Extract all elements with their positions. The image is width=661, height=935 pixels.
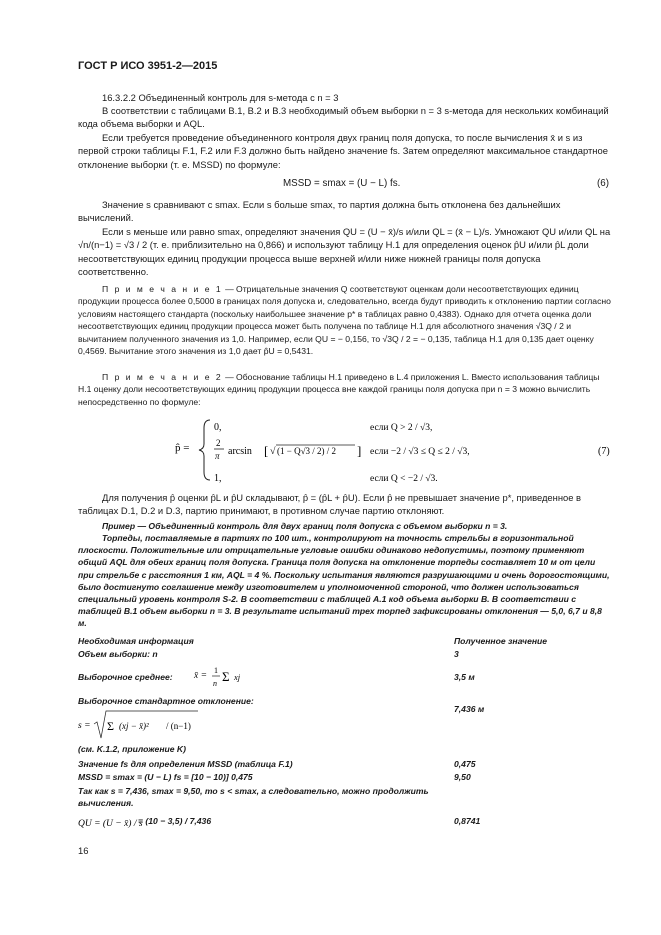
svg-text:xj: xj bbox=[234, 672, 241, 682]
paragraph-2: Если требуется проведение объединенного контроля двух границ поля допуска, то после вычисления x̄ и s из первой строки таблицы F.1, F.2 или F.3 должно быть найдено значение fs. Затем определяют максимальное стандартное отклонение выборки (т. е. MSSD) по формуле: bbox=[78, 132, 608, 170]
case-2-condition: если −2 / √3 ≤ Q ≤ 2 / √3, bbox=[370, 447, 470, 457]
piecewise-formula bbox=[170, 414, 620, 484]
piecewise-lhs: p̂ = bbox=[175, 442, 190, 454]
row-stddev-value: 7,436 м bbox=[454, 704, 485, 714]
case-2-inner: (1 − Q√3 / 2) / 2 bbox=[277, 446, 337, 456]
example-title: Пример — Объединенный контроль для двух границ поля допуска с объемом выборки n = 3. bbox=[102, 521, 508, 531]
note-1 bbox=[78, 283, 613, 357]
row-sample-size-label: Объем выборки: n bbox=[78, 649, 158, 659]
svg-text:(xj − x̄)²: (xj − x̄)² bbox=[119, 721, 149, 731]
qu-formula bbox=[78, 813, 143, 831]
svg-text:]: ] bbox=[357, 443, 362, 458]
svg-text:√: √ bbox=[270, 446, 276, 457]
example-body: Торпеды, поставляемые в партиях по 100 шт., контролируют на точность стрельбы в горизонтальной плоскости. Положительные или отрицательные угловые ошибки одинаково недопустимы, поэтому применяют общий AQL для обеих границ поля допуска. Граница поля допуска на отклонение торпеды составляет 10 м от цели при стрельбе с расстояния 1 км, AQL = 4 %. Поскольку испытания являются разрушающими и очень дорогостоящими, было достигнуто соглашение между изготовителем и уполномоченной стороной, что должен использоваться специальный уровень контроля S-2. В соответствии с таблицей А.1 код объема выборки В. В соответствии с таблицей В.1 объем выборки n = 3. В результате испытаний трех торпед зафиксированы отклонения — 5,0, 6,7 и 8,8 м. bbox=[78, 533, 610, 629]
note-2-label: П р и м е ч а н и е 2 bbox=[102, 372, 223, 382]
row-mean-value: 3,5 м bbox=[454, 672, 475, 682]
svg-text:x̄ =: x̄ = bbox=[194, 671, 208, 681]
row-fs-value: 0,475 bbox=[454, 759, 476, 769]
note-1-text: — Отрицательные значения Q соответствуют оценкам доли несоответствующих единиц продукции процесса более 0,5000 в границах поля допуска и, следовательно, всегда будут приводить к отклонению партии согласно условиям настоящего стандарта (поскольку наибольшее значение p* в таблицах равно 0,4383). Однако для отчета оценка доли несоответствующих единиц продукции процесса может быть получена по таблице Н.1 для абсолютного значения √3Q / 2 и вычитанием полученного значения из 1,0. Например, если QU = − 0,156, то √3Q / 2 = − 0,135, таблица Н.1 для 0,135 дает оценку 0,4569. Вычитание этого значения из 1,0 дает p̂U = 0,5431. bbox=[78, 284, 611, 357]
paragraph-5: Для получения p̂ оценки p̂L и p̂U складывают, p̂ = (p̂L + p̂U). Если p̂ не превышает значение p*, приведенное в таблицах D.1, D.2 и D.3, партию принимают, в противном случае партию отклоняют. bbox=[78, 492, 582, 517]
row-qu-value: 0,8741 bbox=[454, 816, 481, 826]
svg-text:1: 1 bbox=[214, 666, 218, 675]
row-conclusion-text: Так как s = 7,436, smax = 9,50, то s < smax, а следовательно, можно продолжить вычисления. bbox=[78, 786, 429, 809]
note-1-label: П р и м е ч а н и е 1 bbox=[102, 284, 223, 294]
table-head-right: Полученное значение bbox=[454, 636, 548, 646]
row-fs-label: Значение fs для определения MSSD (таблица F.1) bbox=[78, 759, 293, 769]
row-reference-label: (см. K.1.2, приложение K) bbox=[78, 744, 186, 754]
paragraph-4: Если s меньше или равно smax, определяют значения QU = (U − x̄)/s и/или QL = (x̄ − L)/s. Умножают QU и/или QL на √n/(n−1) = √3 / 2 (т. е. приблизительно на 0,866) и используют таблицу Н.1 для определения оценок p̂U и/или p̂L доли несоответствующих единиц продукции процесса выше верхней и/или ниже нижней границы поля допуска соответственно. bbox=[78, 226, 611, 278]
mean-formula bbox=[192, 662, 252, 692]
case-2-value: arcsin bbox=[228, 446, 252, 457]
paragraph-3: Значение s сравнивают с smax. Если s больше smax, то партия должна быть отклонена без дальнейших вычислений. bbox=[78, 199, 561, 224]
row-stddev-label: Выборочное стандартное отклонение: bbox=[78, 696, 254, 706]
formula-6-number: (6) bbox=[597, 178, 609, 189]
paragraph-1: В соответствии с таблицами В.1, В.2 и В.3 необходимый объем выборки n = 3 s-метода для нескольких комбинаций кода объема выборки и AQL. bbox=[78, 105, 609, 130]
formula-6: MSSD = smax = (U − L) fs. bbox=[283, 178, 401, 189]
svg-text:Σ: Σ bbox=[107, 719, 114, 733]
svg-text:Σ: Σ bbox=[222, 669, 230, 684]
row-mssd-label: MSSD = smax = (U − L) fs = [10 − 10)] 0,475 bbox=[78, 772, 253, 782]
row-mean-label: Выборочное среднее: bbox=[78, 672, 173, 682]
table-head-left: Необходимая информация bbox=[78, 636, 194, 646]
svg-text:2: 2 bbox=[216, 438, 221, 448]
svg-text:n: n bbox=[213, 679, 217, 688]
svg-text:[: [ bbox=[264, 443, 269, 458]
formula-7-number: (7) bbox=[598, 446, 610, 457]
case-1-condition: если Q > 2 / √3, bbox=[370, 423, 433, 433]
svg-text:s =: s = bbox=[78, 721, 91, 731]
note-2 bbox=[78, 371, 613, 408]
row-sample-size-value: 3 bbox=[454, 649, 459, 659]
page-number: 16 bbox=[78, 845, 89, 856]
stddev-formula bbox=[78, 708, 208, 742]
svg-text:π: π bbox=[215, 451, 220, 461]
section-heading: 16.3.2.2 Объединенный контроль для s-метода с n = 3 bbox=[102, 92, 339, 103]
case-3-condition: если Q < −2 / √3. bbox=[370, 474, 438, 484]
case-3-value: 1, bbox=[214, 473, 222, 484]
row-qu-label: = (10 − 3,5) / 7,436 bbox=[138, 816, 212, 826]
svg-text:QU = (U − x̄) / s: QU = (U − x̄) / s bbox=[78, 819, 143, 829]
page-header-title: ГОСТ Р ИСО 3951-2—2015 bbox=[78, 60, 218, 72]
note-2-text: — Обоснование таблицы Н.1 приведено в L.4 приложения L. Вместо использования таблицы Н.1 оценку доли несоответствующих единиц продукции процесса вне каждой границы поля допуска при n = 3 можно вычислить непосредственно по формуле: bbox=[78, 372, 600, 407]
row-mssd-value: 9,50 bbox=[454, 772, 471, 782]
case-1-value: 0, bbox=[214, 422, 222, 433]
svg-text:/ (n−1): / (n−1) bbox=[166, 721, 191, 731]
